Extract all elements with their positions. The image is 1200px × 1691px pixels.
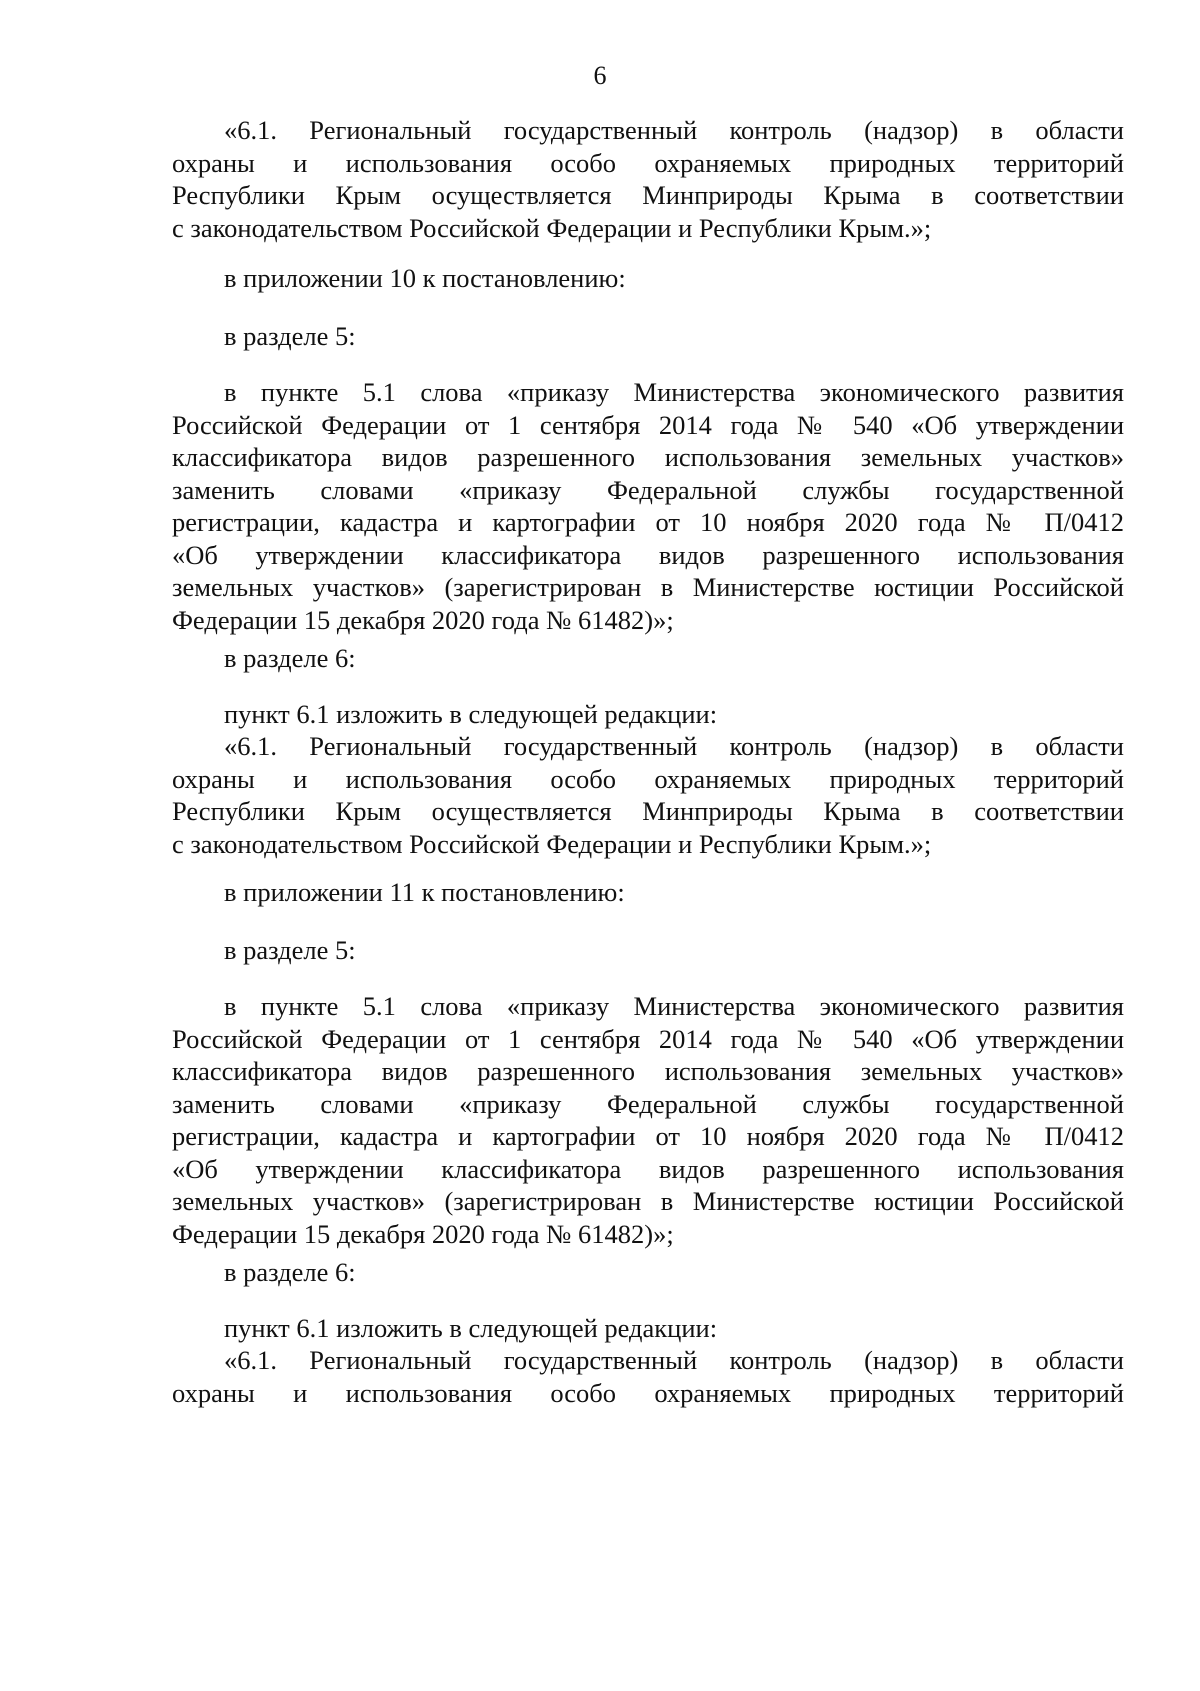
- text-line: заменить словами «приказу Федеральной службы государственной: [172, 1088, 1124, 1119]
- text-line: регистрации, кадастра и картографии от 10 ноября 2020 года № П/0412: [172, 1121, 1124, 1151]
- text-line: Федерации 15 декабря 2020 года № 61482)»;: [172, 604, 674, 635]
- text-line: Российской Федерации от 1 сентября 2014 года № 540 «Об утверждении: [172, 409, 1124, 440]
- paragraph-appendix-11: в приложении 11 к постановлению:: [224, 877, 625, 907]
- text-line: «6.1. Региональный государственный контроль (надзор) в области: [224, 731, 1124, 761]
- text-line: земельных участков» (зарегистрирован в Министерстве юстиции Российской: [172, 1186, 1124, 1216]
- text-line: охраны и использования особо охраняемых природных территорий: [172, 147, 1124, 178]
- paragraph-5-1-amendment: [172, 990, 1124, 1250]
- paragraph-appendix-10: в приложении 10 к постановлению:: [224, 263, 626, 293]
- paragraph-6-1-quote: [172, 730, 1124, 860]
- paragraph-section-6: в разделе 6:: [224, 643, 356, 673]
- text-line: «Об утверждении классификатора видов разрешенного использования: [172, 539, 1124, 570]
- text-line: в пункте 5.1 слова «приказу Министерства экономического развития: [224, 991, 1124, 1021]
- paragraph-6-1-quote: [172, 114, 1124, 244]
- text-line: классификатора видов разрешенного использования земельных участков»: [172, 1056, 1124, 1086]
- paragraph-section-5: в разделе 5:: [224, 321, 356, 351]
- text-line: с законодательством Российской Федерации и Республики Крым.»;: [172, 828, 932, 859]
- text-line: Федерации 15 декабря 2020 года № 61482)»;: [172, 1218, 674, 1249]
- text-line: земельных участков» (зарегистрирован в Министерстве юстиции Российской: [172, 572, 1124, 602]
- text-line: заменить словами «приказу Федеральной службы государственной: [172, 474, 1124, 505]
- text-line: в пункте 5.1 слова «приказу Министерства экономического развития: [224, 377, 1124, 407]
- text-line: регистрации, кадастра и картографии от 10 ноября 2020 года № П/0412: [172, 507, 1124, 537]
- text-line: «6.1. Региональный государственный контроль (надзор) в области: [224, 115, 1124, 145]
- text-line: «6.1. Региональный государственный контроль (надзор) в области: [224, 1345, 1124, 1375]
- page-number: 6: [593, 61, 607, 90]
- text-line: «Об утверждении классификатора видов разрешенного использования: [172, 1153, 1124, 1184]
- paragraph-5-1-amendment: [172, 376, 1124, 636]
- paragraph-6-1-quote: [172, 1344, 1124, 1409]
- paragraph-section-5: в разделе 5:: [224, 935, 356, 965]
- text-line: с законодательством Российской Федерации и Республики Крым.»;: [172, 212, 932, 243]
- text-line: классификатора видов разрешенного использования земельных участков»: [172, 442, 1124, 472]
- paragraph-6-1-intro: пункт 6.1 изложить в следующей редакции:: [224, 699, 718, 729]
- paragraph-6-1-intro: пункт 6.1 изложить в следующей редакции:: [224, 1313, 718, 1343]
- text-line: охраны и использования особо охраняемых природных территорий: [172, 763, 1124, 794]
- text-line: Республики Крым осуществляется Минприроды Крыма в соответствии: [172, 796, 1124, 826]
- paragraph-section-6: в разделе 6:: [224, 1257, 356, 1287]
- text-line: Республики Крым осуществляется Минприроды Крыма в соответствии: [172, 180, 1124, 210]
- text-line: охраны и использования особо охраняемых природных территорий: [172, 1377, 1124, 1408]
- text-line: Российской Федерации от 1 сентября 2014 года № 540 «Об утверждении: [172, 1023, 1124, 1054]
